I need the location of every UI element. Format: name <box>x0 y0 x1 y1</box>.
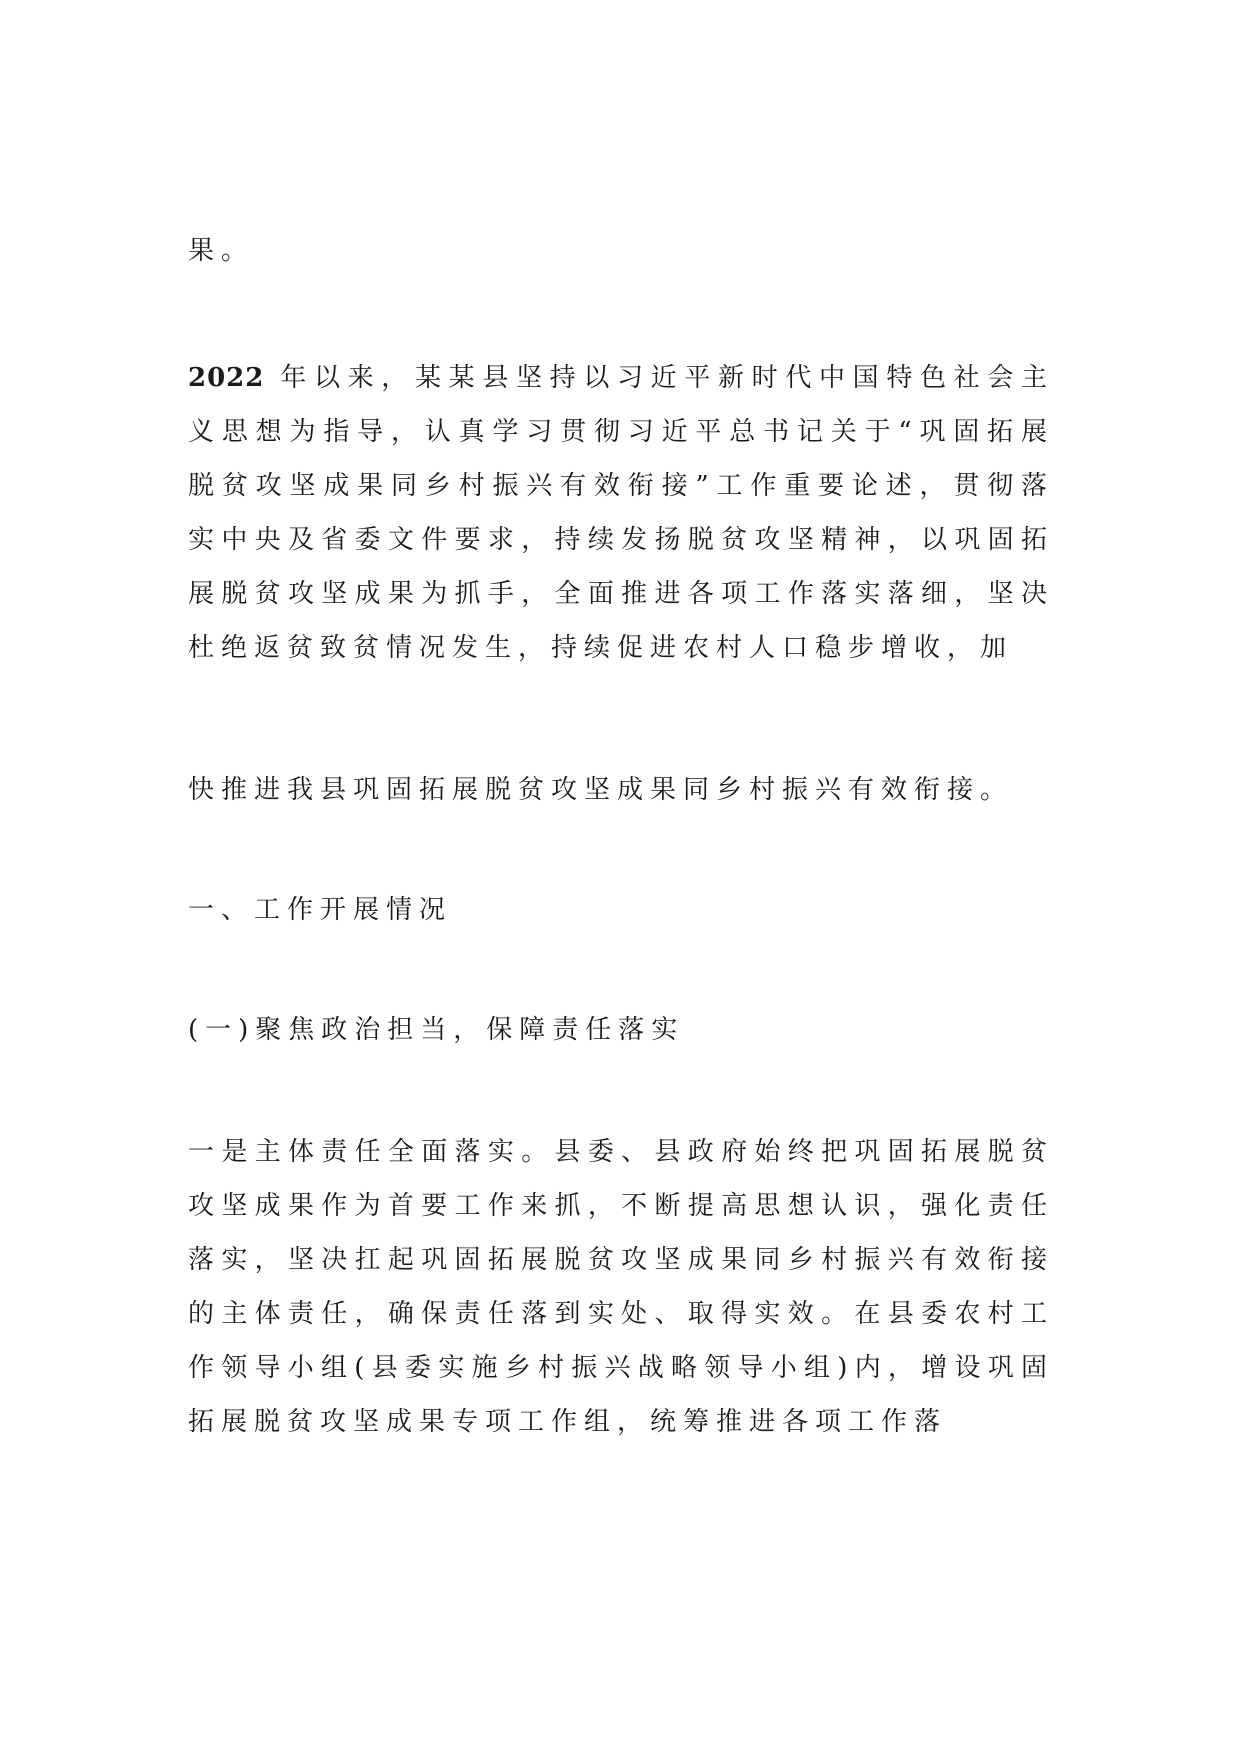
section-heading: 一、工作开展情况 <box>188 895 453 925</box>
paragraph-intro <box>188 351 1054 675</box>
paragraph-intro-text: 年以来，某某县坚持以习近平新时代中国特色社会主义思想为指导，认真学习贯彻习近平总书记关于“巩固拓展脱贫攻坚成果同乡村振兴有效衔接”工作重要论述，贯彻落实中央及省委文件要求，持续发扬脱贫攻坚精神，以巩固拓展脱贫攻坚成果为抓手，全面推进各项工作落实落细，坚决杜绝返贫致贫情况发生，持续促进农村人口稳步增收，加 <box>188 363 1054 663</box>
paragraph-body: 一是主体责任全面落实。县委、县政府始终把巩固拓展脱贫攻坚成果作为首要工作来抓，不断提高思想认识，强化责任落实，坚决扛起巩固拓展脱贫攻坚成果同乡村振兴有效衔接的主体责任，确保责任落到实处、取得实效。在县委农村工作领导小组(县委实施乡村振兴战略领导小组)内，增设巩固拓展脱贫攻坚成果专项工作组，统筹推进各项工作落 <box>188 1137 1054 1437</box>
paragraph-intro-continued: 快推进我县巩固拓展脱贫攻坚成果同乡村振兴有效衔接。 <box>188 775 1014 805</box>
year-text: 2022 <box>188 363 265 393</box>
paragraph-continuation: 果。 <box>188 236 255 266</box>
subsection-heading: (一)聚焦政治担当，保障责任落实 <box>188 1015 685 1045</box>
